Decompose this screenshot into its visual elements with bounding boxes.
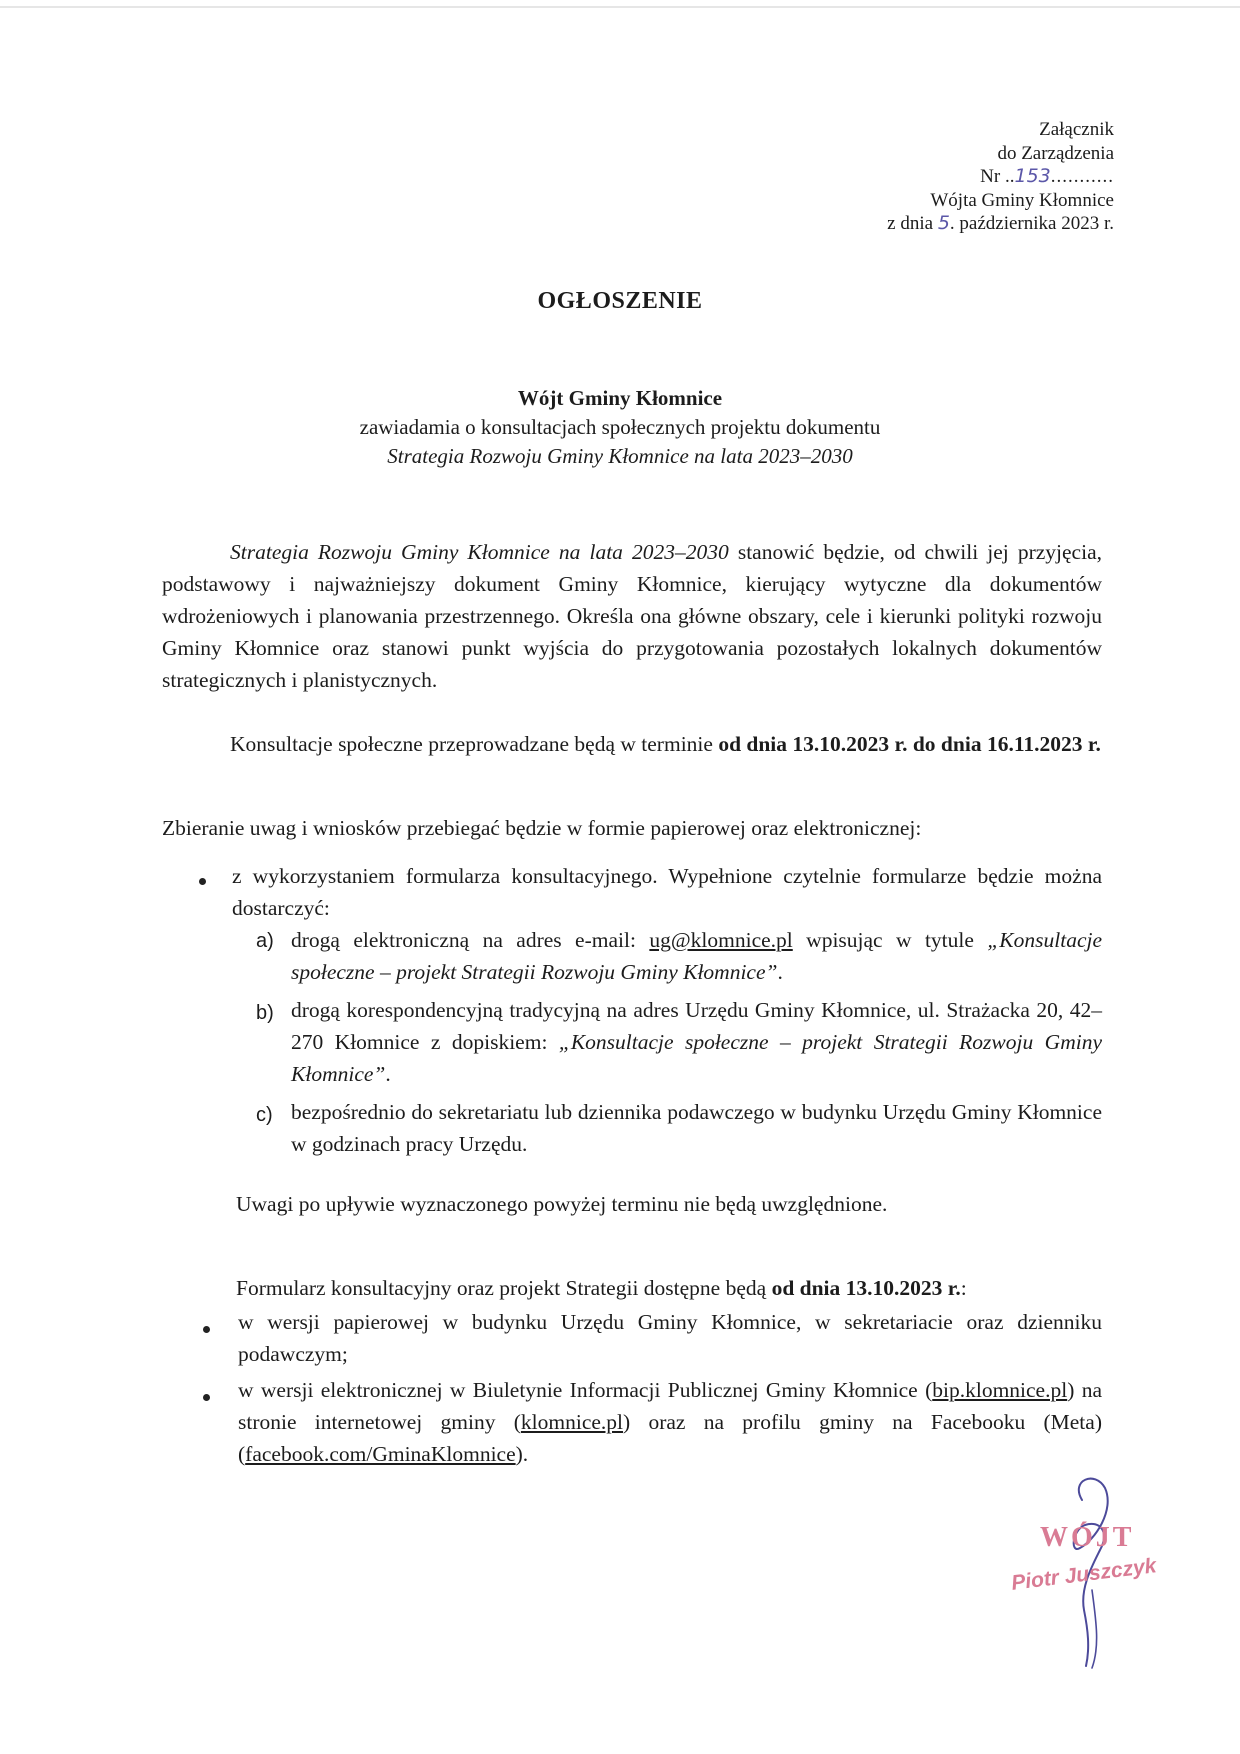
paragraph-1-text: stanowić będzie, od chwili jej przyjęcia, podstawowy i najważniejszy dokument Gminy Kłomnice, kierujący wytyczne dla dokumentów wdrożeniowych i planowania przestrzennego. Określa ona główne obszary, cele i kierunki polityki rozwoju Gminy Kłomnice oraz stanowi punkt wyjścia do przygotowania pozostałych lokalnych dokumentów strategicznych i planistycznych.	[162, 540, 1102, 692]
bullet-paper-version: w wersji papierowej w budynku Urzędu Gminy Kłomnice, w sekretariacie oraz dzienniku podawczym;	[238, 1310, 1102, 1366]
email-link[interactable]: ug@klomnice.pl	[649, 928, 793, 952]
paragraph-5-text: Formularz konsultacyjny oraz projekt Strategii dostępne będą	[236, 1276, 772, 1300]
annex-header	[887, 118, 1114, 236]
availability-date: od dnia 13.10.2023 r.	[771, 1276, 961, 1300]
annex-date-suffix: . października 2023 r.	[949, 213, 1114, 234]
annex-date-handwritten: 5	[937, 212, 950, 234]
annex-nr-handwritten: 153	[1014, 165, 1051, 187]
facebook-link[interactable]: facebook.com/GminaKlomnice	[245, 1442, 516, 1466]
sub-item-b-text: drogą korespondencyjną tradycyjną na adres Urzędu Gminy Kłomnice, ul. Strażacka 20, 42–270 Kłomnice z dopiskiem:	[291, 998, 1102, 1054]
annex-number-line	[887, 165, 1114, 189]
stamp-name: Piotr Juszczyk	[1010, 1554, 1158, 1595]
bullet-icon	[199, 878, 206, 885]
sub-item-a-after: wpisując w tytule	[792, 928, 988, 952]
bullet-icon	[203, 1394, 210, 1401]
bip-link[interactable]: bip.klomnice.pl	[932, 1378, 1068, 1402]
bullet-3-text-1: w wersji elektronicznej w Biuletynie Informacji Publicznej Gminy Kłomnice (	[238, 1378, 933, 1402]
paragraph-availability	[236, 1272, 1102, 1304]
sub-item-b-label: b)	[256, 1002, 274, 1024]
document-name: Strategia Rozwoju Gminy Kłomnice na lata 2023–2030	[387, 444, 853, 468]
strategy-name: Strategia Rozwoju Gminy Kłomnice na lata 2023–2030	[230, 540, 729, 564]
document-title: OGŁOSZENIE	[537, 288, 703, 314]
bullet-icon	[203, 1326, 210, 1333]
bullet-electronic-version	[238, 1374, 1102, 1470]
sub-item-a-quote: „Konsultacje społeczne – projekt Strategii Rozwoju Gminy Kłomnice”	[291, 928, 1102, 984]
annex-nr-prefix: Nr ..	[980, 166, 1015, 187]
sub-item-b	[291, 994, 1102, 1090]
paragraph-submission-forms: Zbieranie uwag i wniosków przebiegać będzie w formie papierowej oraz elektronicznej:	[162, 816, 922, 840]
paragraph-strategy-description	[162, 536, 1102, 696]
bullet-3-text-4: ).	[515, 1442, 529, 1466]
sub-item-a-label: a)	[256, 930, 274, 952]
sub-item-a	[291, 924, 1102, 988]
bullet-consultation-form: z wykorzystaniem formularza konsultacyjnego. Wypełnione czytelnie formularze będzie można dostarczyć:	[232, 864, 1102, 920]
announcement-header	[0, 384, 1240, 471]
bullet-3-text-2: ) na stronie internetowej gminy (	[238, 1378, 1103, 1434]
annex-line-1: Załącznik	[1039, 119, 1114, 140]
annex-date-prefix: z dnia	[887, 213, 938, 234]
sub-item-c: bezpośrednio do sekretariatu lub dziennika podawczego w budynku Urzędu Gminy Kłomnice w godzinach pracy Urzędu.	[291, 1100, 1102, 1156]
consultation-period: od dnia 13.10.2023 r. do dnia 16.11.2023 r.	[718, 732, 1101, 756]
sub-item-c-label: c)	[256, 1104, 273, 1126]
annex-date-line	[887, 212, 1114, 236]
paragraph-5-end: :	[960, 1276, 967, 1300]
paragraph-late-remarks: Uwagi po upływie wyznaczonego powyżej terminu nie będą uwzględnione.	[236, 1192, 888, 1216]
annex-nr-dots: ...........	[1050, 166, 1114, 187]
announcement-subject: zawiadamia o konsultacjach społecznych projektu dokumentu	[359, 415, 881, 439]
paragraph-2-text: Konsultacje społeczne przeprowadzane będą w terminie	[230, 732, 719, 756]
sub-item-a-end: .	[777, 960, 783, 984]
annex-line-2: do Zarządzenia	[997, 142, 1114, 164]
stamp-title: WÓJT	[1040, 1522, 1135, 1553]
annex-line-4: Wójta Gminy Kłomnice	[930, 189, 1114, 211]
sub-item-b-end: .	[385, 1062, 391, 1086]
website-link[interactable]: klomnice.pl	[520, 1410, 624, 1434]
sub-item-a-text: drogą elektroniczną na adres e-mail:	[291, 928, 650, 952]
sub-item-b-quote: „Konsultacje społeczne – projekt Strategii Rozwoju Gminy Kłomnice”	[291, 1030, 1102, 1086]
bullet-3-text-3: ) oraz na profilu gminy na Facebooku (Meta) (	[238, 1410, 1102, 1466]
paragraph-consultation-dates	[162, 728, 1102, 760]
announcer: Wójt Gminy Kłomnice	[517, 386, 723, 410]
